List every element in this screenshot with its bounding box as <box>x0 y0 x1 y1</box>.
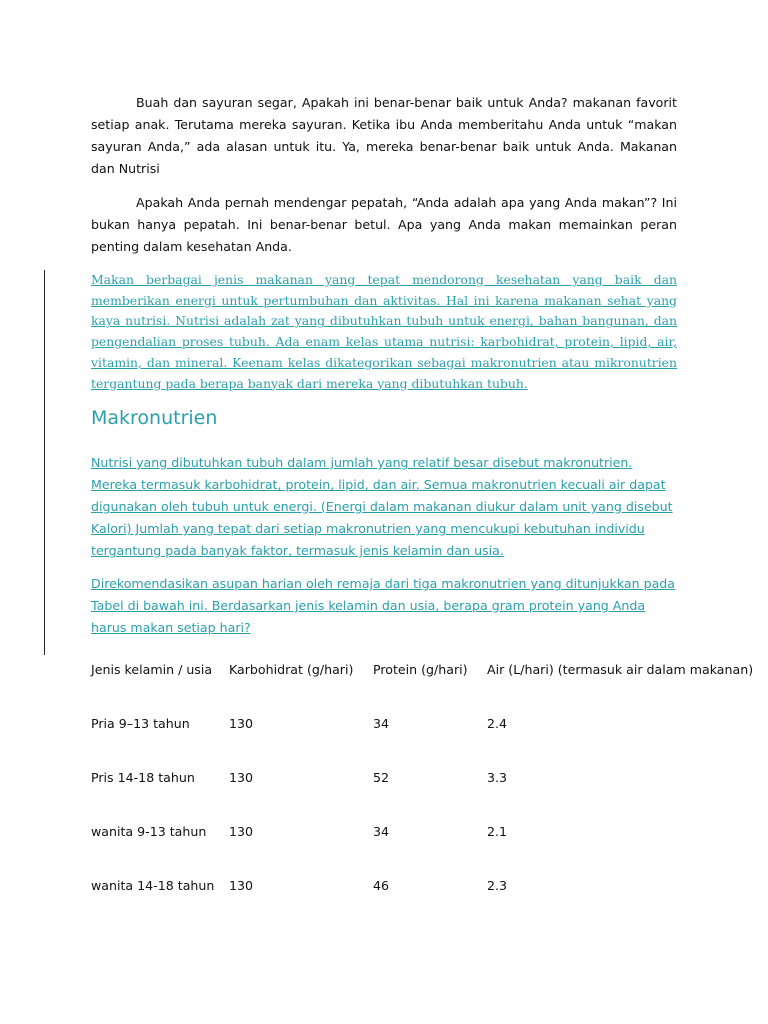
table-cell: 130 <box>229 824 254 839</box>
table-cell: 46 <box>373 878 390 893</box>
table-cell: wanita 9-13 tahun <box>91 824 207 839</box>
heading-makronutrien: Makronutrien <box>91 407 218 429</box>
paragraph-rekomendasi-link[interactable]: Direkomendasikan asupan harian oleh remaja dari tiga makronutrien yang ditunjukkan pada Tabel di bawah ini. Berdasarkan jenis kelamin dan usia, berapa gram protein yang Anda harus makan setiap hari? <box>91 576 676 635</box>
table-cell: 130 <box>229 770 254 785</box>
paragraph-nutrisi-link[interactable]: Makan berbagai jenis makanan yang tepat mendorong kesehatan yang baik dan memberikan energi untuk pertumbuhan dan aktivitas. Hal ini karena makanan sehat yang kaya nutrisi. Nutrisi adalah zat yang dibutuhkan tubuh untuk energi, bahan bangunan, dan pengendalian proses tubuh. Ada enam kelas utama nutrisi: karbohidrat, protein, lipid, air, vitamin, dan mineral. Keenam kelas dikategorikan sebagai makronutrien atau mikronutrien tergantung pada berapa banyak dari mereka yang dibutuhkan tubuh. <box>91 272 677 391</box>
table-header-cell: Air (L/hari) (termasuk air dalam makanan) <box>487 662 754 677</box>
table-cell: 52 <box>373 770 390 785</box>
table-cell: 34 <box>373 824 390 839</box>
table-header-cell: Protein (g/hari) <box>373 662 468 677</box>
table-cell: 2.3 <box>487 878 508 893</box>
table-header-cell: Karbohidrat (g/hari) <box>229 662 354 677</box>
paragraph-makronutrien-link[interactable]: Nutrisi yang dibutuhkan tubuh dalam jumlah yang relatif besar disebut makronutrien. Mereka termasuk karbohidrat, protein, lipid, dan air. Semua makronutrien kecuali air dapat digunakan oleh tubuh untuk energi. (Energi dalam makanan diukur dalam unit yang disebut Kalori) Jumlah yang tepat dari setiap makronutrien yang mencukupi kebutuhan individu tergantung pada banyak faktor, termasuk jenis kelamin dan usia. <box>91 455 673 558</box>
table-cell: wanita 14-18 tahun <box>91 878 215 893</box>
table-header-cell: Jenis kelamin / usia <box>91 662 213 677</box>
paragraph-pepatah: Apakah Anda pernah mendengar pepatah, “Anda adalah apa yang Anda makan”? Ini bukan hanya pepatah. Ini benar-benar betul. Apa yang Anda makan memainkan peran penting dalam kesehatan Anda. <box>91 195 677 254</box>
table-cell: 2.1 <box>487 824 508 839</box>
table-cell: Pria 9–13 tahun <box>91 716 190 731</box>
table-cell: 3.3 <box>487 770 508 785</box>
table-cell: Pris 14-18 tahun <box>91 770 195 785</box>
revision-change-bar <box>44 270 45 655</box>
table-cell: 130 <box>229 716 254 731</box>
table-cell: 130 <box>229 878 254 893</box>
table-cell: 2.4 <box>487 716 508 731</box>
table-cell: 34 <box>373 716 390 731</box>
paragraph-intro: Buah dan sayuran segar, Apakah ini benar-benar baik untuk Anda? makanan favorit setiap anak. Terutama mereka sayuran. Ketika ibu Anda memberitahu Anda untuk “makan sayuran Anda,” ada alasan untuk itu. Ya, mereka benar-benar baik untuk Anda. Makanan dan Nutrisi <box>91 95 677 176</box>
